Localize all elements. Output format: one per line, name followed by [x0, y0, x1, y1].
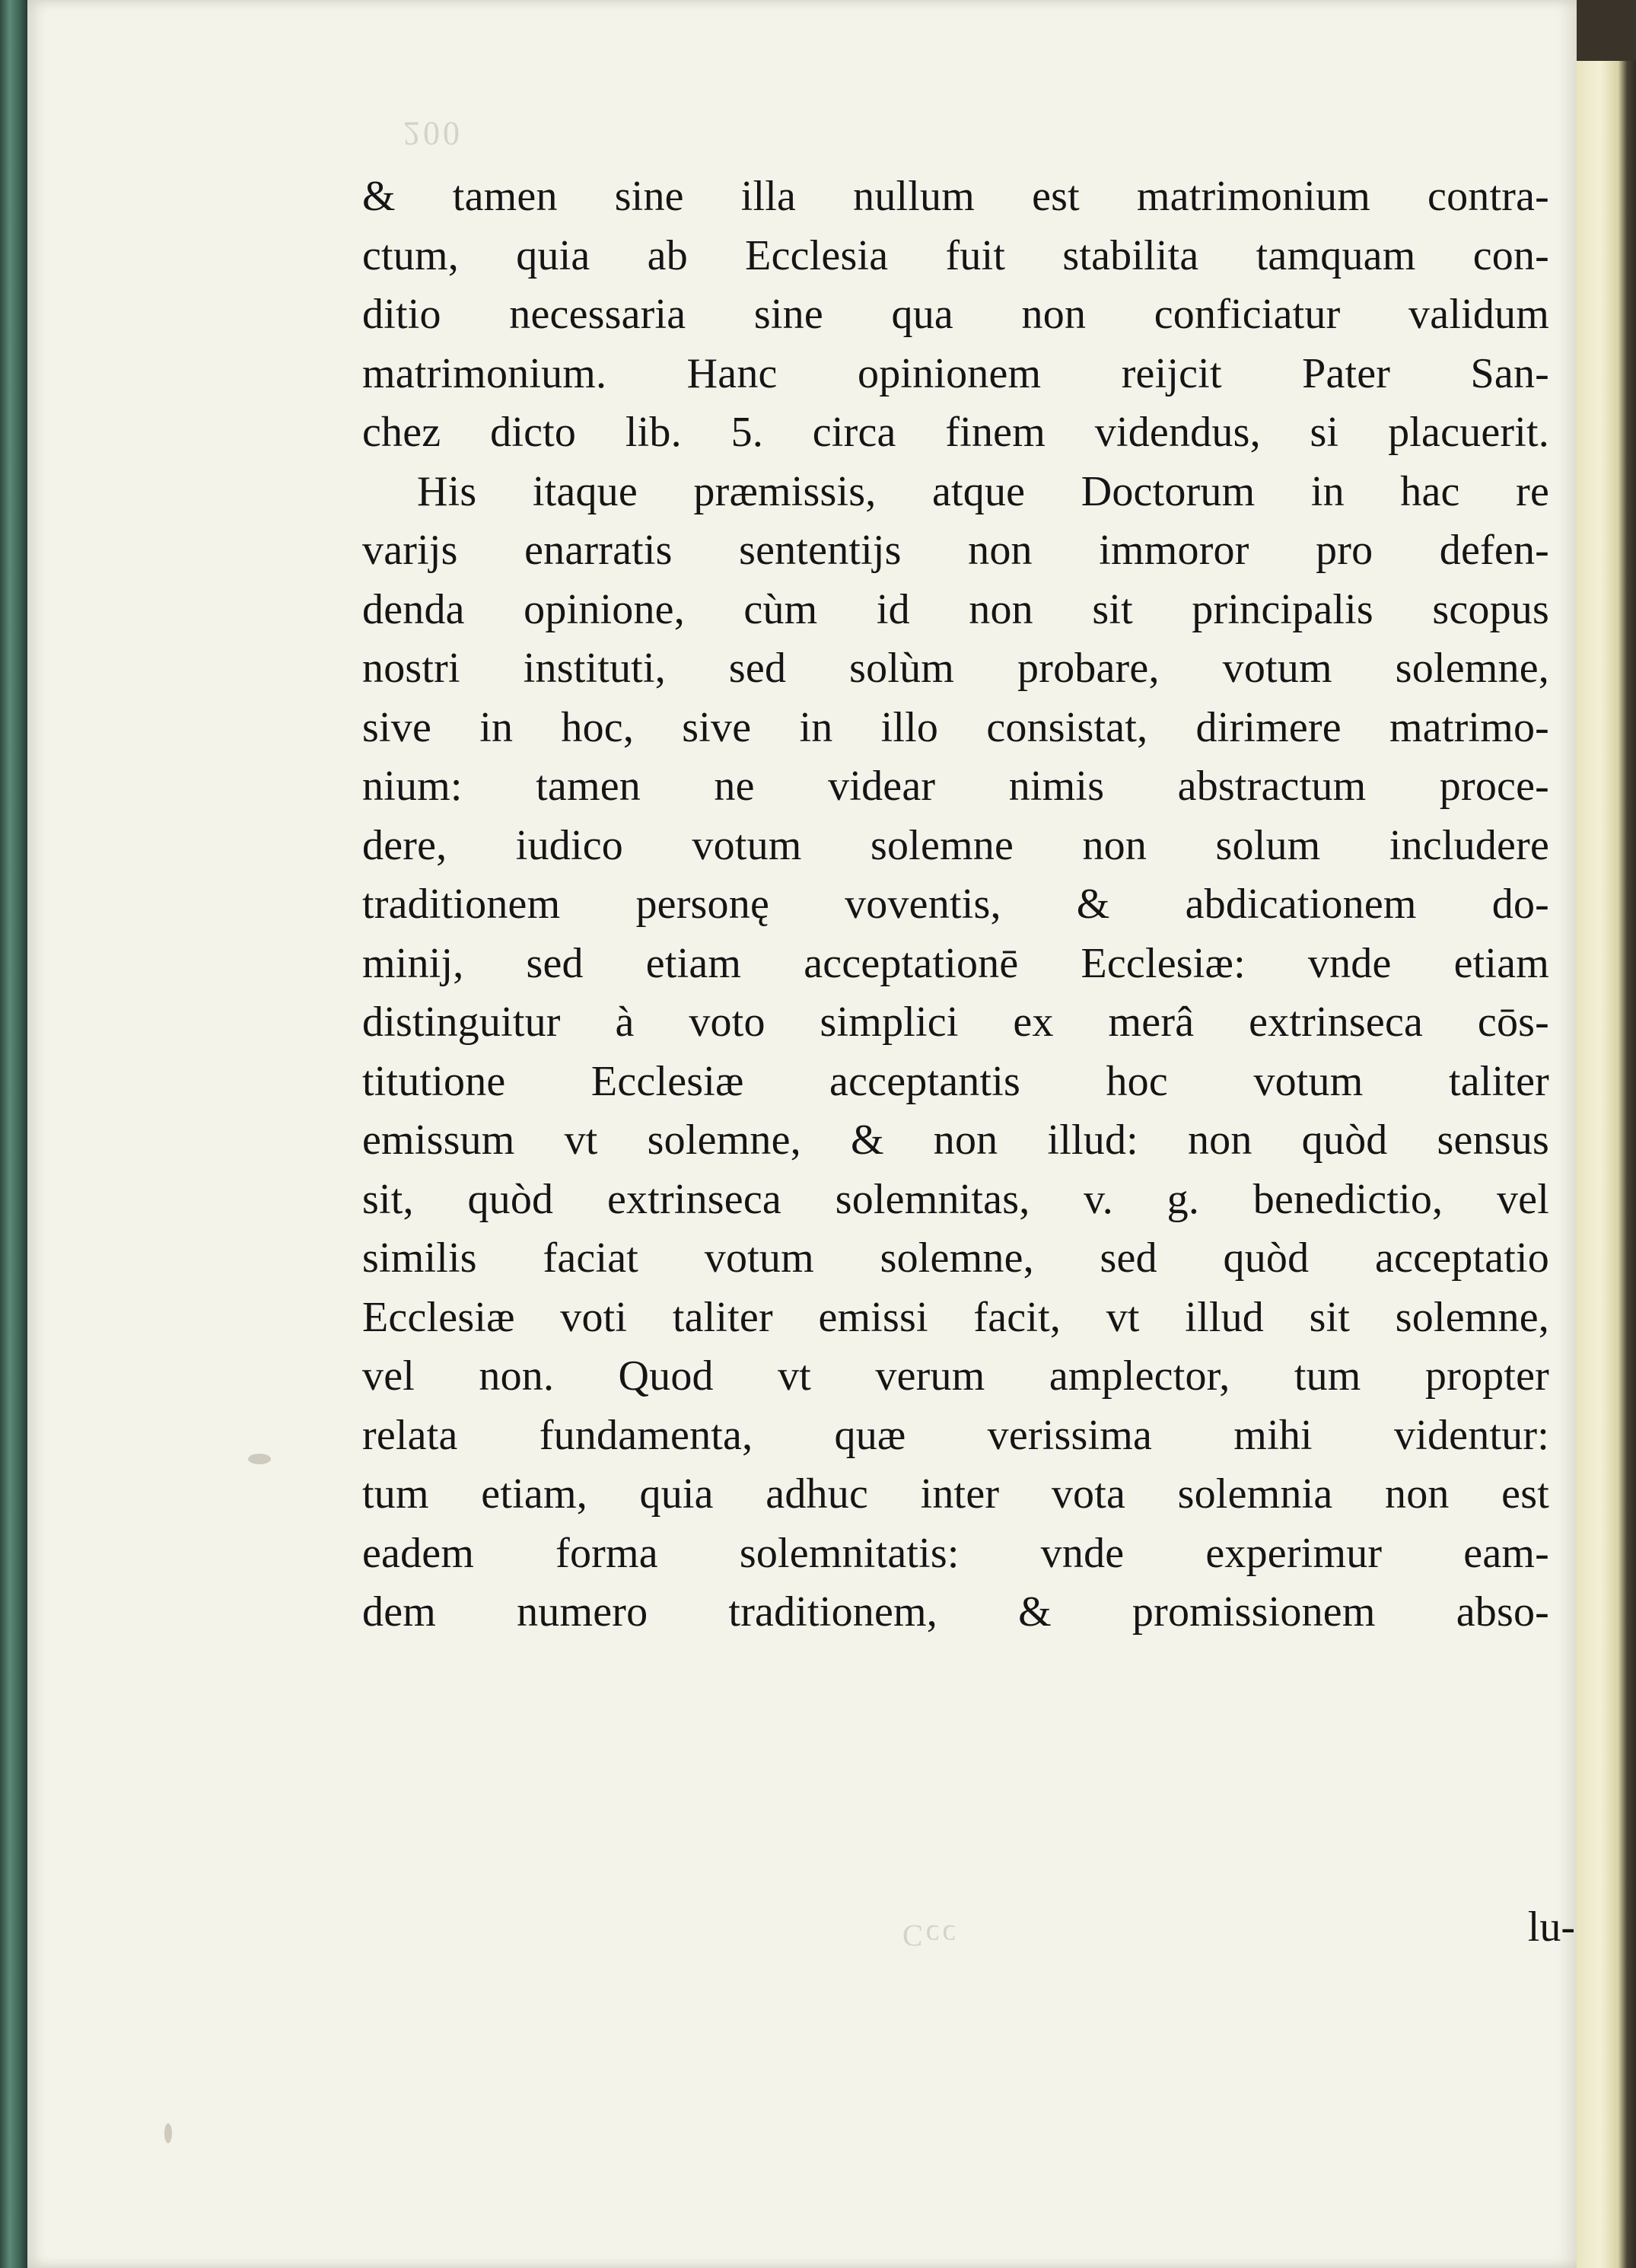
text-line: nium: tamen ne videar nimis abstractum proce- [362, 763, 1549, 810]
text-line: & tamen sine illa nullum est matrimonium contra- [362, 173, 1549, 220]
catchword: lu- [1527, 1903, 1575, 1951]
paper-blemish [164, 2123, 172, 2143]
text-line: ctum, quia ab Ecclesia fuit stabilita tamquam con- [362, 231, 1549, 279]
text-line: tum etiam, quia adhuc inter vota solemnia non est [362, 1470, 1549, 1518]
text-line: matrimonium. Hanc opinionem reijcit Pater San- [362, 349, 1549, 397]
text-line: dere, iudico votum solemne non solum includere [362, 821, 1549, 869]
cover-corner [1577, 0, 1636, 61]
text-line: distinguitur à voto simplici ex merâ extrinseca cōs- [362, 999, 1549, 1046]
text-line: nostri instituti, sed solùm probare, votum solemne, [362, 645, 1549, 692]
text-line: eadem forma solemnitatis: vnde experimur eam- [362, 1529, 1549, 1577]
text-line: Ecclesiæ voti taliter emissi facit, vt illud sit solemne, [362, 1293, 1549, 1341]
text-line: ditio necessaria sine qua non conficiatur validum [362, 291, 1549, 338]
paragraph-1 [362, 167, 1549, 463]
text-line: titutione Ecclesiæ acceptantis hoc votum taliter [362, 1057, 1549, 1105]
text-line: denda opinione, cùm id non sit principalis scopus [362, 585, 1549, 633]
text-line: emissum vt solemne, & non illud: non quòd sensus [362, 1116, 1549, 1164]
text-line: varijs enarratis sententijs non immoror pro defen- [362, 527, 1549, 574]
text-line: chez dicto lib. 5. circa finem videndus, si placuerit. [362, 409, 1549, 456]
text-line: relata fundamenta, quæ verissima mihi videntur: [362, 1411, 1549, 1459]
text-line: dem numero traditionem, & promissionem abso- [362, 1588, 1549, 1636]
paper-blemish [248, 1454, 271, 1464]
show-through-page-number: 200 [403, 115, 463, 152]
paragraph-2 [362, 463, 1549, 1642]
text-line: His itaque præmissis, atque Doctorum in hac re [417, 467, 1549, 515]
page-text [362, 167, 1549, 1642]
text-line: sit, quòd extrinseca solemnitas, v. g. benedictio, vel [362, 1175, 1549, 1223]
show-through-signature: Ccc [902, 1919, 960, 1953]
text-line: similis faciat votum solemne, sed quòd acceptatio [362, 1234, 1549, 1282]
text-line: sive in hoc, sive in illo consistat, dirimere matrimo- [362, 703, 1549, 751]
text-line: traditionem personę voventis, & abdicationem do- [362, 881, 1549, 928]
text-line: vel non. Quod vt verum amplector, tum propter [362, 1352, 1549, 1400]
book-binding-left [0, 0, 27, 2268]
book-cover-right [1577, 0, 1636, 2268]
text-line: minij, sed etiam acceptationē Ecclesiæ: vnde etiam [362, 939, 1549, 987]
